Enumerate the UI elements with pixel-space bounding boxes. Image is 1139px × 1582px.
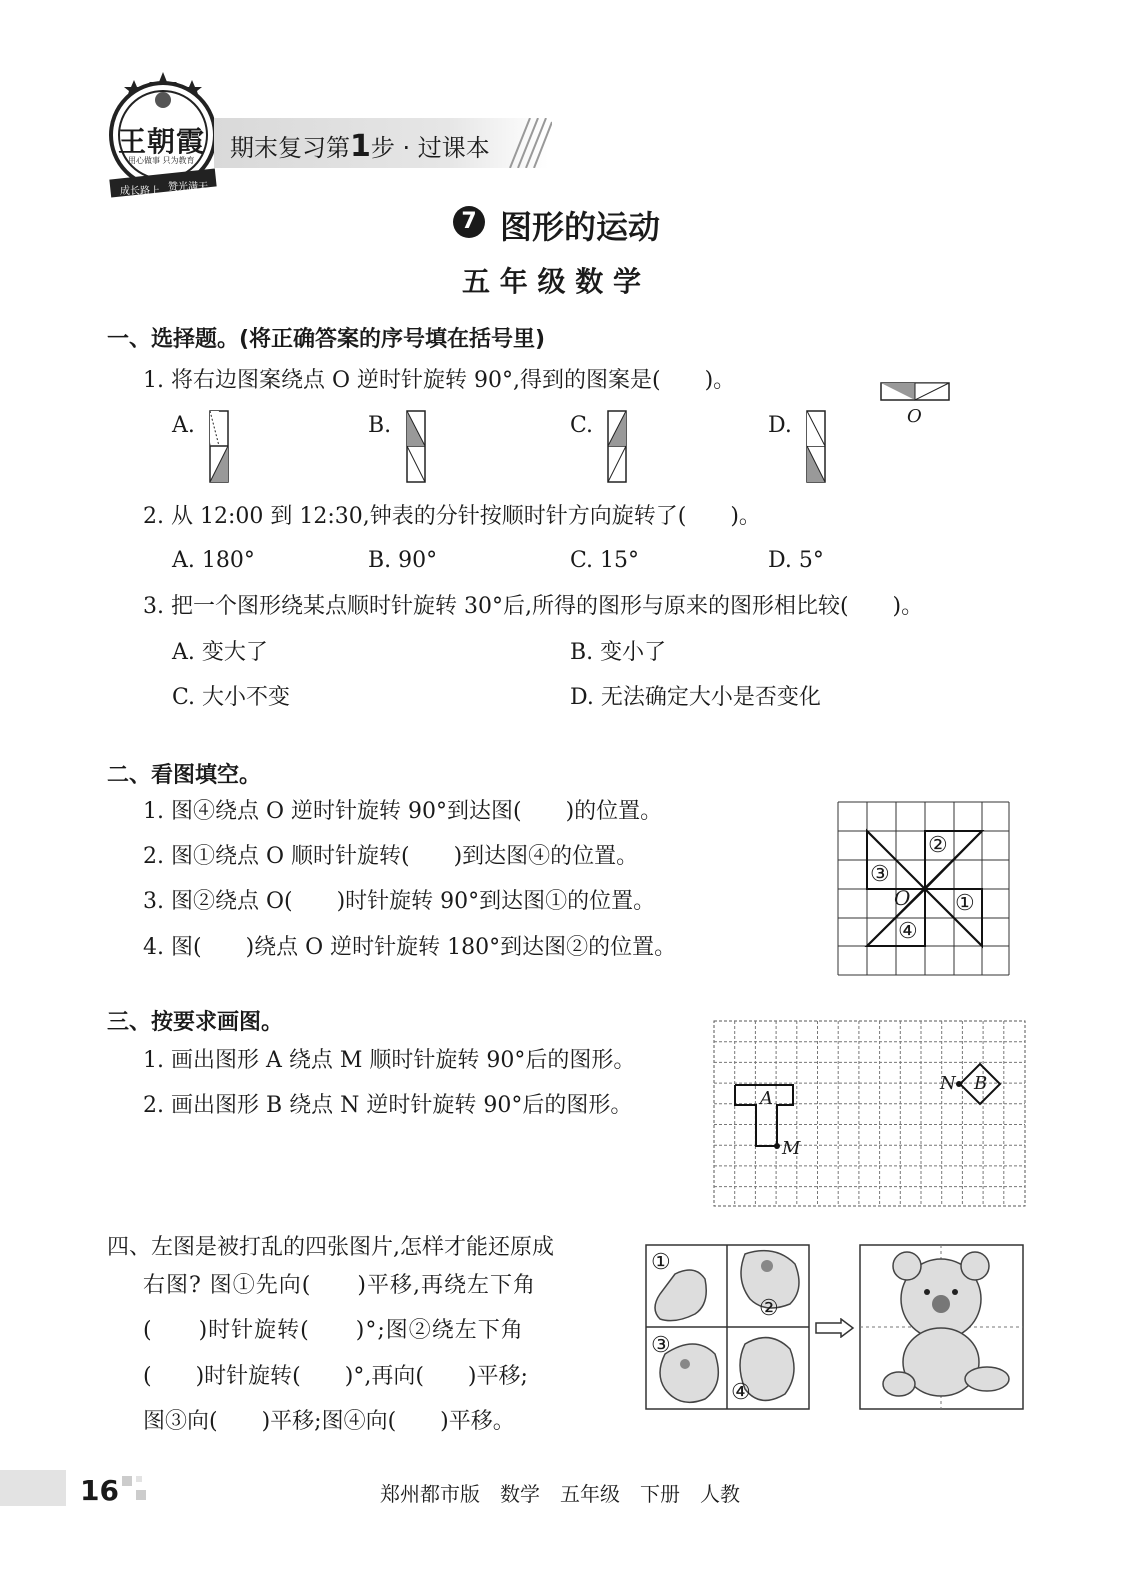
banner-prefix: 期末复习第 — [230, 134, 350, 162]
s2-figure-label-1: ① — [955, 891, 975, 916]
s3-label-a: A — [760, 1088, 773, 1109]
s4-piece-label-2: ② — [759, 1296, 779, 1321]
q2-option-d[interactable]: D. 5° — [768, 548, 824, 573]
s3-label-n: N — [940, 1073, 956, 1094]
banner-number: 1 — [350, 129, 371, 164]
s4-piece-label-4: ④ — [731, 1380, 751, 1405]
q2-option-a[interactable]: A. 180° — [172, 548, 255, 573]
q1-option-b-figure — [406, 410, 428, 488]
section3-heading: 三、按要求画图。 — [107, 1010, 284, 1035]
q1-option-a-figure — [209, 410, 231, 488]
section2-heading: 二、看图填空。 — [107, 763, 262, 788]
q1-text: 1. 将右边图案绕点 O 逆时针旋转 90°,得到的图案是( )。 — [143, 368, 736, 393]
page-number: 16 — [80, 1474, 119, 1507]
q1-option-b-label[interactable]: B. — [368, 413, 392, 438]
s4-line-2: 右图? 图①先向( )平移,再绕左下角 — [143, 1273, 536, 1298]
q1-option-c-figure — [607, 410, 629, 488]
q3-option-c[interactable]: C. 大小不变 — [172, 685, 291, 710]
s2-figure-label-3: ③ — [870, 862, 890, 887]
q1-reference-figure — [880, 382, 952, 402]
s4-line-1: 四、左图是被打乱的四张图片,怎样才能还原成 — [107, 1235, 554, 1260]
s4-piece-label-3: ③ — [651, 1333, 671, 1358]
s2-item-4: 4. 图( )绕点 O 逆时针旋转 180°到达图②的位置。 — [143, 935, 677, 960]
q1-option-d-label[interactable]: D. — [768, 413, 792, 438]
logo-name: 王朝霞 — [118, 125, 206, 158]
s2-rotation-figure — [836, 800, 1012, 978]
footer-squares — [120, 1474, 150, 1508]
s4-arrow-icon — [815, 1318, 855, 1342]
s3-item-2: 2. 画出图形 B 绕点 N 逆时针旋转 90°后的图形。 — [143, 1093, 633, 1118]
s3-label-b: B — [974, 1073, 988, 1094]
q3-option-d[interactable]: D. 无法确定大小是否变化 — [570, 685, 821, 710]
s3-item-1: 1. 画出图形 A 绕点 M 顺时针旋转 90°后的图形。 — [143, 1048, 636, 1073]
q3-text: 3. 把一个图形绕某点顺时针旋转 30°后,所得的图形与原来的图形相比较( )。 — [143, 594, 924, 619]
page-title: 图形的运动 — [500, 208, 661, 246]
s2-figure-label-4: ④ — [898, 919, 918, 944]
s4-line-4: ( )时针旋转( )°,再向( )平移; — [143, 1364, 528, 1389]
s2-item-3: 3. 图②绕点 O( )时针旋转 90°到达图①的位置。 — [143, 889, 656, 914]
s2-item-1: 1. 图④绕点 O 逆时针旋转 90°到达图( )的位置。 — [143, 799, 663, 824]
q3-option-b[interactable]: B. 变小了 — [570, 640, 667, 665]
banner-text — [230, 128, 490, 164]
title-number-badge — [453, 206, 485, 238]
s2-figure-label-2: ② — [928, 833, 948, 858]
q2-option-c[interactable]: C. 15° — [570, 548, 640, 573]
s2-item-2: 2. 图①绕点 O 顺时针旋转( )到达图④的位置。 — [143, 844, 639, 869]
s4-line-5: 图③向( )平移;图④向( )平移。 — [143, 1409, 515, 1434]
s3-drawing-grid — [713, 1020, 1027, 1208]
section1-heading: 一、选择题。(将正确答案的序号填在括号里) — [107, 327, 546, 352]
s3-label-m: M — [782, 1138, 801, 1159]
footer-info: 郑州都市版 数学 五年级 下册 人教 — [380, 1482, 740, 1506]
q2-option-b[interactable]: B. 90° — [368, 548, 438, 573]
s2-center-label: O — [894, 886, 911, 910]
s4-restored-image — [859, 1244, 1025, 1411]
s4-piece-label-1: ① — [651, 1250, 671, 1275]
logo-ribbon-left: 成长路上 — [120, 186, 160, 197]
logo-motto: 用心做事 只为教育 — [128, 156, 195, 165]
page-subtitle: 五 年 级 数 学 — [462, 265, 641, 298]
q3-option-a[interactable]: A. 变大了 — [172, 640, 268, 665]
q1-option-a-label[interactable]: A. — [172, 413, 195, 438]
title-number: 7 — [461, 209, 477, 234]
s4-line-3: ( )时针旋转( )°;图②绕左下角 — [143, 1318, 524, 1343]
logo-ribbon-right: 赞光满天 — [168, 182, 208, 193]
footer-bar — [0, 1470, 66, 1506]
q2-text: 2. 从 12:00 到 12:30,钟表的分针按顺时针方向旋转了( )。 — [143, 504, 761, 529]
q1-option-d-figure — [806, 410, 828, 488]
q1-option-c-label[interactable]: C. — [570, 413, 594, 438]
q1-point-label: O — [907, 406, 922, 427]
banner-stripes — [500, 118, 552, 168]
banner-suffix: 步 · 过课本 — [370, 134, 490, 162]
